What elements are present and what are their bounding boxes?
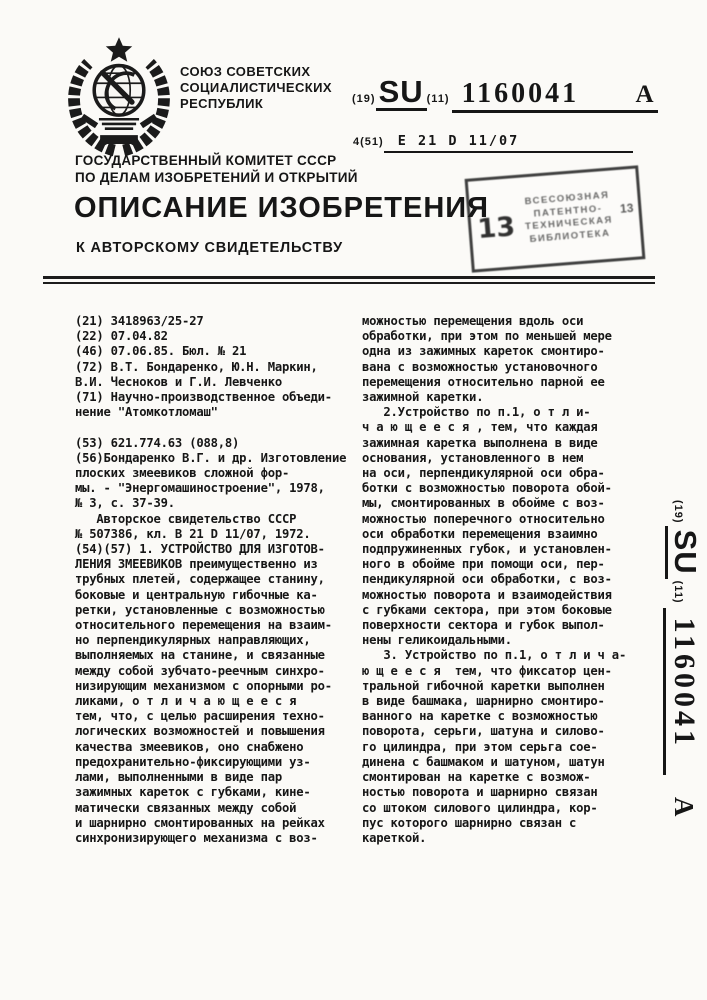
body-left-column: (21) 3418963/25-27 (22) 07.04.82 (46) 07.06.85. Бюл. № 21 (72) В.Т. Бондаренко, Ю.Н. Маркин, В.И. Чесноков и Г.И. Левченко (71) Научно-производственное объеди- нение "Атомкотломаш" (53) 621.774.63 (088,8) (56)Бондаренко В.Г. и др. Изготовление плоских змеевиков сложной фор- мы. - "Энергомашиностроение", 1978, № 3, с. 37-39. Авторское свидетельство СССР № 507386, кл. В 21 D 11/07, 1972. (54)(57) 1. УСТРОЙСТВО ДЛЯ ИЗГОТОВ- ЛЕНИЯ ЗМЕЕВИКОВ преимущественно из трубных плетей, содержащее станину, боковые и центральную гибочные ка- ретки, установленные с возможностью относительного перемещения на взаим- но перпендикулярных направляющих, выполняемых на станине, и связанные между собой зубчато-реечным синхро- низирующим механизмом с опорными ро- ликами, о т л и ч а ю щ е е с я тем, что, с целью расширения техно- логических возможностей и повышения качества змеевиков, оно снабжено предохранительно-фиксирующими уз- лами, выполненными в виде пар зажимных кареток с губками, кине- матически связанных между собой и шарнирно смонтированных на рейках синхронизирующего механизма с воз- (75, 314, 347, 845)
vertical-document-number: 1160041 (663, 608, 699, 775)
document-number: 1160041 (461, 78, 580, 109)
document-kind-code: A (635, 81, 654, 108)
country-name: СОЮЗ СОВЕТСКИХ СОЦИАЛИСТИЧЕСКИХ РЕСПУБЛИК (180, 64, 332, 111)
vertical-publication-number (655, 498, 701, 878)
body-right-column: можностью перемещения вдоль оси обработки, при этом по меньшей мере одна из зажимных кареток смонтиро- вана с возможностью установочного перемещения относительно парной ее зажимной каретки. 2.Устройство по п.1, о т л и- ч а ю щ е е с я , тем, что каждая зажимная каретка выполнена в виде основания, установленного в нем на оси, перпендикулярной оси обра- ботки с возможностью поворота обой- мы, смонтированных в обойме с воз- можностью поперечного относительно оси обработки перемещения взаимно подпружиненных губок, и установлен- ного в обойме при помощи оси, пер- пендикулярной оси обработки, с воз- можностью поворота и взаимодействия с губками сектора, при этом боковые поверхности сектора и губок выпол- нены геликоидальными. 3. Устройство по п.1, о т л и ч а- ю щ е е с я тем, что фиксатор цен- тральной гибочной каретки выполнен в виде башмака, шарнирно смонтиро- ванного на каретке с возможностью поворота, серьги, шатуна и силово- го цилиндра, при этом серьга сое- динена с башмаком и шатуном, шатун смонтирован на каретке с возмож- ностью поворота и шарнирно связан со штоком силового цилиндра, кор- пус которого шарнирно связан с кареткой. (362, 314, 627, 845)
country-code-su: SU (376, 76, 427, 111)
stamp-text: ВСЕСОЮЗНАЯ ПАТЕНТНО- ТЕХНИЧЕСКАЯ БИБЛИОТЕКА (524, 189, 614, 245)
vertical-document-kind-code: A (669, 796, 699, 817)
vertical-country-code-su: SU (665, 526, 701, 579)
document-title: ОПИСАНИЕ ИЗОБРЕТЕНИЯ (74, 192, 489, 224)
library-stamp (465, 165, 646, 272)
vertical-inid-code-19: (19) (672, 500, 684, 524)
document-subtitle: К АВТОРСКОМУ СВИДЕТЕЛЬСТВУ (76, 240, 343, 256)
publication-number-block (352, 76, 658, 113)
state-committee-name: ГОСУДАРСТВЕННЫЙ КОМИТЕТ СССР ПО ДЕЛАМ ИЗОБРЕТЕНИЙ И ОТКРЫТИЙ (75, 153, 358, 185)
stamp-number-right: 13 (619, 200, 634, 216)
inid-code-19: (19) (352, 93, 376, 105)
inid-code-51: 4(51) (353, 136, 384, 148)
vertical-inid-code-11: (11) (672, 580, 684, 604)
ipc-classification-block (353, 133, 633, 153)
inid-code-11: (11) (426, 93, 450, 105)
ussr-coat-of-arms-icon (60, 36, 178, 160)
header-divider-rule (43, 276, 655, 284)
document-number-underline (452, 80, 658, 113)
stamp-number-left: 13 (476, 210, 517, 245)
ipc-classification-value: E 21 D 11/07 (384, 133, 633, 153)
